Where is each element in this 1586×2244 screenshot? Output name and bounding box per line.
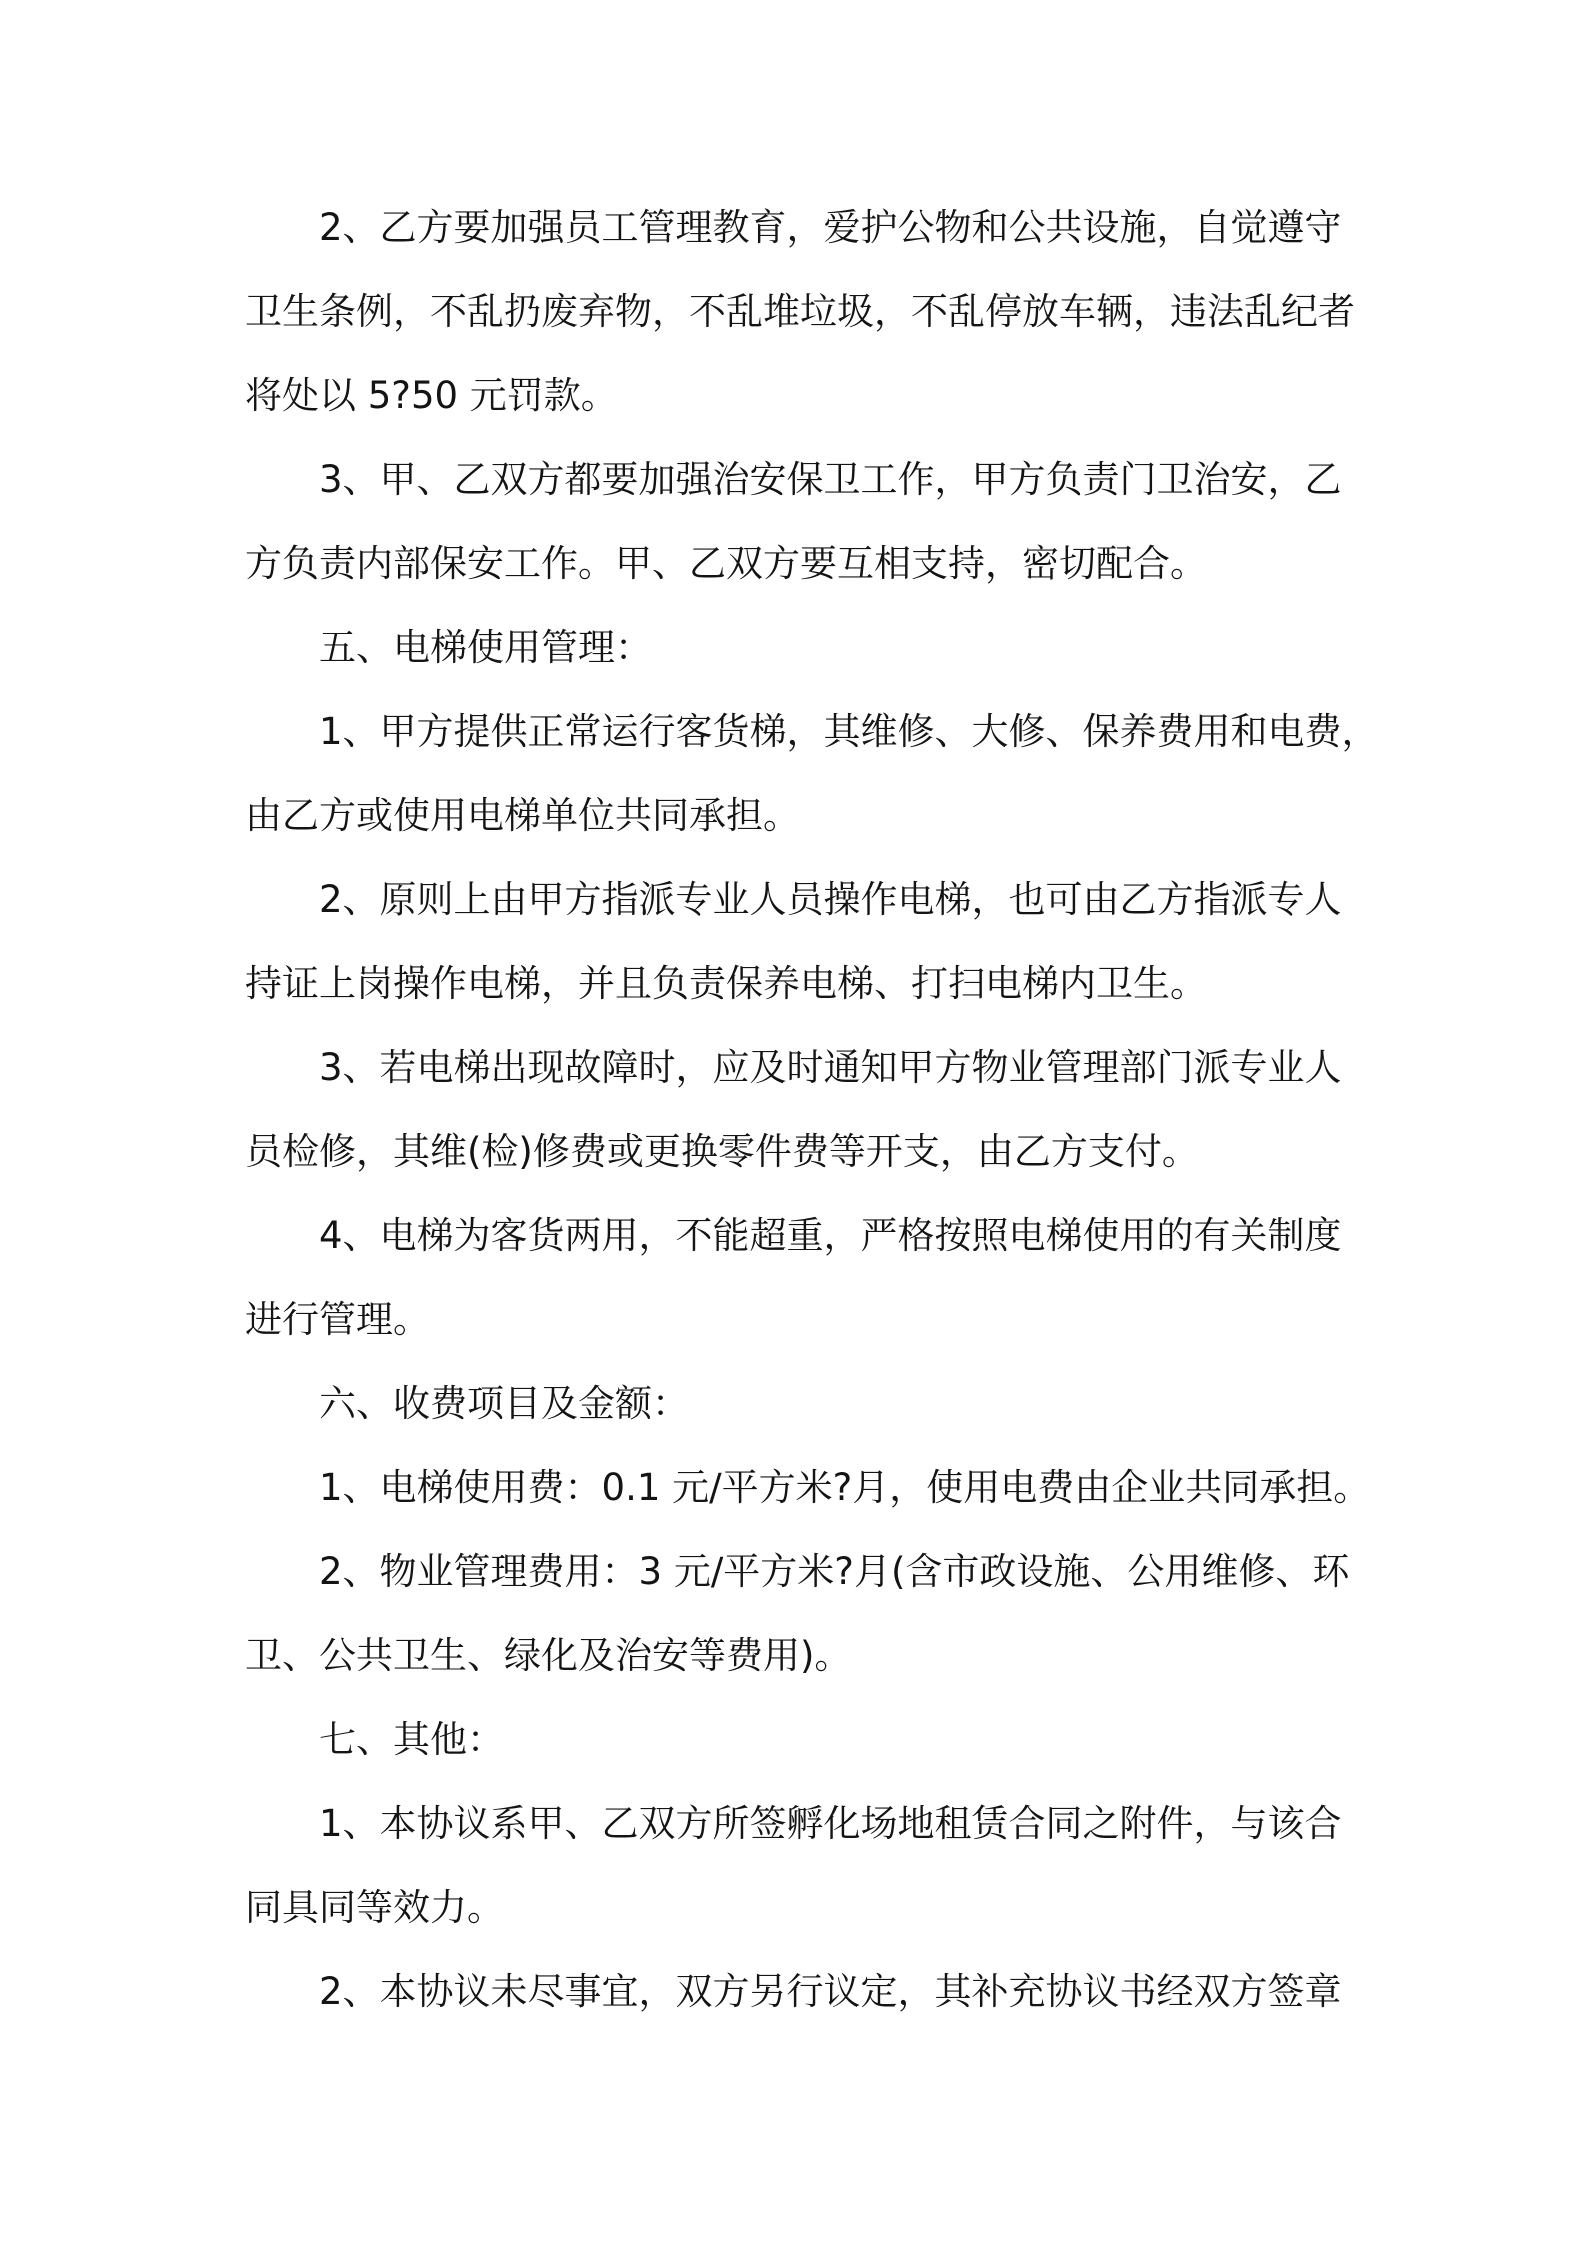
paragraph	[245, 1446, 1385, 1530]
text-line: 由乙方或使用电梯单位共同承担。	[245, 794, 800, 837]
text-line: 进行管理。	[245, 1298, 430, 1341]
text-line: 1、本协议系甲、乙双方所签孵化场地租赁合同之附件，与该合	[319, 1802, 1342, 1845]
text-line: 将处以 5?50 元罚款。	[245, 374, 618, 417]
paragraph	[245, 1530, 1385, 1698]
paragraph	[245, 186, 1385, 438]
section-heading	[245, 1362, 1385, 1446]
text-line: 1、甲方提供正常运行客货梯，其维修、大修、保养费用和电费，	[319, 710, 1379, 753]
text-line: 3、若电梯出现故障时，应及时通知甲方物业管理部门派专业人	[319, 1046, 1342, 1089]
paragraph	[245, 1782, 1385, 1950]
heading-line: 七、其他：	[319, 1718, 504, 1761]
text-line: 2、物业管理费用：3 元/平方米?月(含市政设施、公用维修、环	[319, 1550, 1350, 1593]
heading-line: 五、电梯使用管理：	[319, 626, 652, 669]
text-line: 2、乙方要加强员工管理教育，爱护公物和公共设施，自觉遵守	[319, 206, 1342, 249]
paragraph	[245, 690, 1385, 858]
text-line: 同具同等效力。	[245, 1886, 504, 1929]
text-line: 4、电梯为客货两用，不能超重，严格按照电梯使用的有关制度	[319, 1214, 1342, 1257]
text-line: 1、电梯使用费：0.1 元/平方米?月，使用电费由企业共同承担。	[319, 1466, 1371, 1509]
paragraph	[245, 858, 1385, 1026]
paragraph	[245, 438, 1385, 606]
paragraph	[245, 1194, 1385, 1362]
heading-line: 六、收费项目及金额：	[319, 1382, 689, 1425]
section-heading	[245, 606, 1385, 690]
text-line: 2、本协议未尽事宜，双方另行议定，其补充协议书经双方签章	[319, 1970, 1342, 2013]
paragraph	[245, 1950, 1385, 2034]
text-line: 卫生条例，不乱扔废弃物，不乱堆垃圾，不乱停放车辆，违法乱纪者	[245, 290, 1355, 333]
text-line: 卫、公共卫生、绿化及治安等费用)。	[245, 1634, 852, 1677]
text-line: 3、甲、乙双方都要加强治安保卫工作，甲方负责门卫治安，乙	[319, 458, 1342, 501]
text-line: 2、原则上由甲方指派专业人员操作电梯，也可由乙方指派专人	[319, 878, 1342, 921]
text-line: 持证上岗操作电梯，并且负责保养电梯、打扫电梯内卫生。	[245, 962, 1207, 1005]
section-heading	[245, 1698, 1385, 1782]
text-line: 方负责内部保安工作。甲、乙双方要互相支持，密切配合。	[245, 542, 1207, 585]
document-body	[245, 186, 1385, 2034]
paragraph	[245, 1026, 1385, 1194]
text-line: 员检修，其维(检)修费或更换零件费等开支，由乙方支付。	[245, 1130, 1199, 1173]
